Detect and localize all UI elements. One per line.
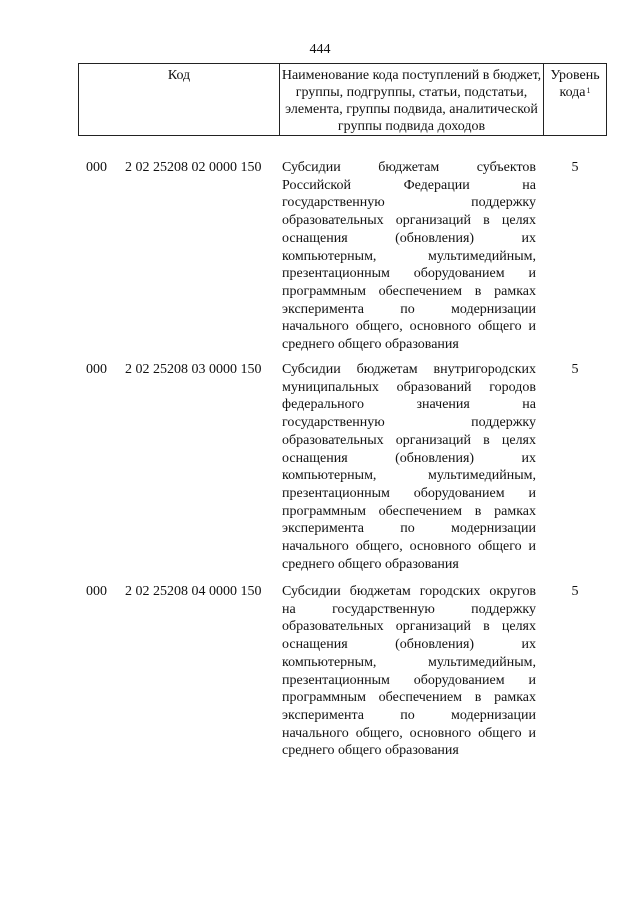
- header-level-footnote: 1: [586, 86, 591, 95]
- row-code: 2 02 25208 03 0000 150: [125, 362, 262, 377]
- row-name: Субсидии бюджетам внутригородских муниципальных образований городов федерального значения на государственную поддержку образовательных организаций в целях оснащения (обновления) их компьютерным, мультимедийным, презентационным оборудованием и программным обеспечением в рамках эксперимента по модернизации начального общего, основного общего и среднего общего образования: [282, 362, 536, 572]
- header-name: Наименование кода поступлений в бюджет, группы, подгруппы, статьи, подстатьи, элемента, группы подвида, аналитической группы подвида доходов: [279, 64, 543, 135]
- row-name: Субсидии бюджетам субъектов Российской Федерации на государственную поддержку образовательных организаций в целях оснащения (обновления) их компьютерным, мультимедийным, презентационным оборудованием и программным обеспечением в рамках эксперимента по модернизации начального общего, основного общего и среднего общего образования: [282, 160, 536, 353]
- row-name: Субсидии бюджетам городских округов на государственную поддержку образовательных организаций в целях оснащения (обновления) их компьютерным, мультимедийным, презентационным оборудованием и программным обеспечением в рамках эксперимента по модернизации начального общего, основного общего и среднего общего образования: [282, 584, 536, 759]
- row-code: 2 02 25208 04 0000 150: [125, 584, 262, 599]
- header-code: Код: [167, 68, 191, 83]
- row-prefix: 000: [86, 160, 107, 175]
- row-prefix: 000: [86, 584, 107, 599]
- header-level-label: Уровень кода: [550, 68, 600, 100]
- row-level: 5: [571, 362, 579, 377]
- row-level: 5: [571, 160, 579, 175]
- row-level: 5: [571, 584, 579, 599]
- row-prefix: 000: [86, 362, 107, 377]
- header-level: [543, 64, 606, 135]
- table-header: [78, 63, 607, 136]
- page-number: 444: [309, 42, 331, 57]
- row-code: 2 02 25208 02 0000 150: [125, 160, 262, 175]
